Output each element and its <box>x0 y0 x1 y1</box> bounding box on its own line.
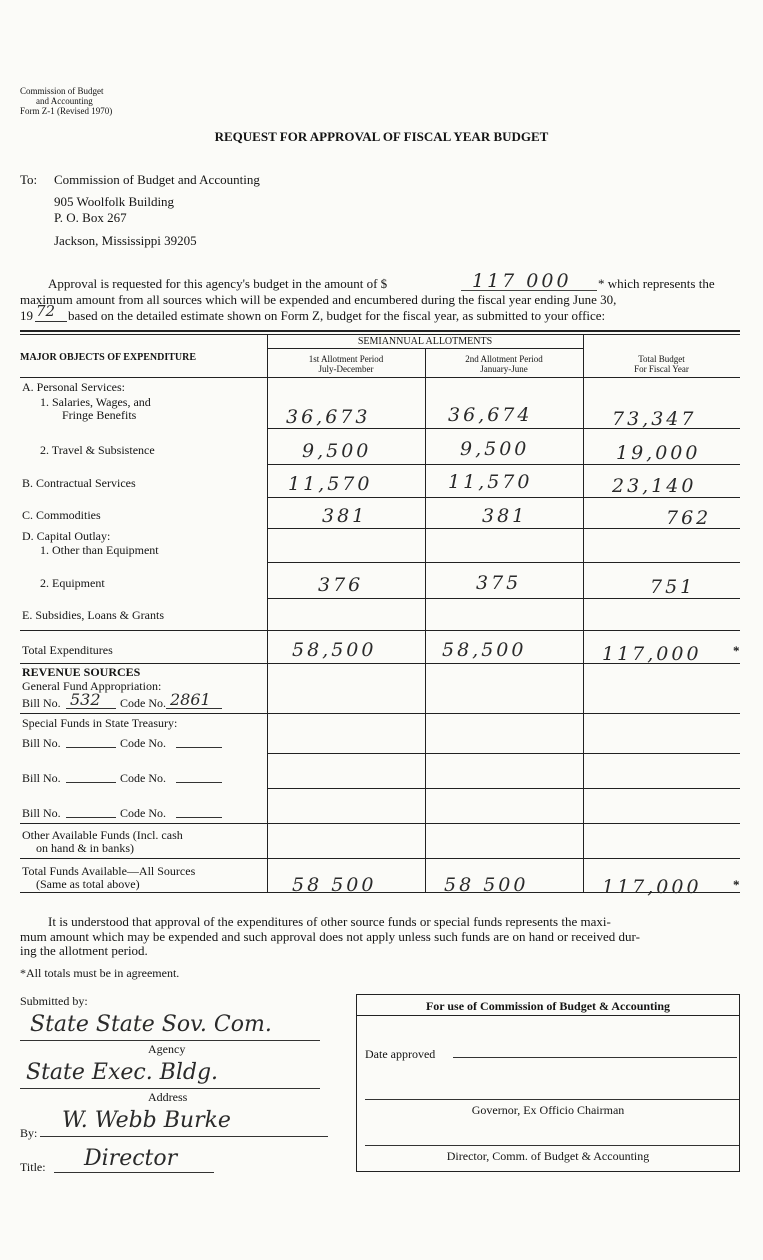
col-objects-header: MAJOR OBJECTS OF EXPENDITURE <box>20 352 197 363</box>
contractual-total: 23,140 <box>612 475 697 497</box>
intro-text-4: based on the detailed estimate shown on Form Z, budget for the fiscal year, as submitted to your office: <box>68 308 606 323</box>
total-funds-total: 117,000 <box>602 876 702 898</box>
total-exp-first-period: 58,500 <box>292 639 377 661</box>
row-total-funds-line2: (Same as total above) <box>36 877 140 891</box>
row-special-funds: Special Funds in State Treasury: <box>22 716 178 730</box>
by-label: By: <box>20 1126 38 1140</box>
row-salaries-line1: 1. Salaries, Wages, and <box>40 395 151 409</box>
intro-text-3: maximum amount from all sources which will be expended and encumbered during the fiscal year ending June 30, <box>20 292 617 307</box>
semiannual-header: SEMIANNUAL ALLOTMENTS <box>357 336 493 347</box>
title-signature: Director <box>84 1146 178 1171</box>
totals-agreement-note: *All totals must be in agreement. <box>20 966 180 980</box>
salaries-second-period: 36,674 <box>448 404 533 426</box>
submitted-by-label: Submitted by: <box>20 994 88 1008</box>
org-name-line1: Commission of Budget <box>20 86 104 96</box>
code-no-label-2: Code No. <box>120 736 166 750</box>
row-total-funds-line1: Total Funds Available—All Sources <box>22 864 196 878</box>
row-other-equipment: 1. Other than Equipment <box>40 543 159 557</box>
commodities-total: 762 <box>666 507 712 529</box>
contractual-second-period: 11,570 <box>448 471 533 493</box>
intro-text-1: Approval is requested for this agency's budget in the amount of $ <box>48 276 388 291</box>
total-exp-asterisk: * <box>733 643 740 658</box>
equipment-first-period: 376 <box>318 574 364 596</box>
row-other-funds-line2: on hand & in banks) <box>36 841 134 855</box>
year-prefix: 19 <box>20 308 33 323</box>
bill-no-label-4: Bill No. <box>22 806 61 820</box>
row-contractual: B. Contractual Services <box>22 476 136 490</box>
org-name-line2: and Accounting <box>36 96 93 106</box>
requested-amount: 117 000 <box>472 270 572 292</box>
by-signature: W. Webb Burke <box>62 1108 231 1133</box>
page-title: REQUEST FOR APPROVAL OF FISCAL YEAR BUDGET <box>214 129 549 144</box>
contractual-first-period: 11,570 <box>288 473 373 495</box>
commodities-first-period: 381 <box>322 505 368 527</box>
row-capital-outlay: D. Capital Outlay: <box>22 529 111 543</box>
col-second-line2: January-June <box>480 364 528 374</box>
row-travel: 2. Travel & Subsistence <box>40 443 155 457</box>
commodities-second-period: 381 <box>482 505 528 527</box>
address-label: Address <box>148 1090 188 1104</box>
row-revenue-sources: REVENUE SOURCES <box>22 665 141 679</box>
bill-no-label-3: Bill No. <box>22 771 61 785</box>
bill-no-label-2: Bill No. <box>22 736 61 750</box>
row-subsidies: E. Subsidies, Loans & Grants <box>22 608 164 622</box>
row-salaries-line2: Fringe Benefits <box>62 408 137 422</box>
bill-no-label: Bill No. <box>22 696 61 710</box>
col-first-line2: July-December <box>318 364 374 374</box>
row-personal-services: A. Personal Services: <box>22 380 125 394</box>
travel-total: 19,000 <box>616 442 701 464</box>
row-equipment: 2. Equipment <box>40 576 105 590</box>
row-other-funds-line1: Other Available Funds (Incl. cash <box>22 828 183 842</box>
code-no-label-3: Code No. <box>120 771 166 785</box>
fiscal-year: 72 <box>36 302 56 320</box>
note-line1: It is understood that approval of the expenditures of other source funds or special funds represents the maxi- <box>48 914 611 929</box>
intro-text-2: * which represents the <box>598 276 715 291</box>
commission-use-box <box>356 994 740 1172</box>
governor-label: Governor, Ex Officio Chairman <box>471 1103 625 1117</box>
total-exp-total: 117,000 <box>602 643 702 665</box>
row-commodities: C. Commodities <box>22 508 101 522</box>
date-approved-label: Date approved <box>365 1047 436 1061</box>
commission-box-heading: For use of Commission of Budget & Accounting <box>425 999 671 1013</box>
col-first-line1: 1st Allotment Period <box>308 354 384 364</box>
form-id: Form Z-1 (Revised 1970) <box>20 106 113 116</box>
col-second-line1: 2nd Allotment Period <box>465 354 543 364</box>
street-address: 905 Woolfolk Building <box>54 194 175 209</box>
total-exp-second-period: 58,500 <box>442 639 527 661</box>
to-label: To: <box>20 172 38 187</box>
director-label: Director, Comm. of Budget & Accounting <box>446 1149 650 1163</box>
total-funds-first-period: 58 500 <box>292 874 377 896</box>
agency-signature: State State Sov. Com. <box>30 1012 272 1037</box>
po-box: P. O. Box 267 <box>54 210 127 225</box>
row-general-fund: General Fund Appropriation: <box>22 679 162 693</box>
recipient-name: Commission of Budget and Accounting <box>54 172 260 187</box>
agency-label: Agency <box>148 1042 186 1056</box>
travel-first-period: 9,500 <box>302 440 372 462</box>
salaries-total: 73,347 <box>612 408 697 430</box>
note-line2: mum amount which may be expended and such approval does not apply unless such funds are on hand or received dur- <box>20 929 640 944</box>
bill-no-value: 532 <box>70 690 101 709</box>
travel-second-period: 9,500 <box>460 438 530 460</box>
row-total-expenditures: Total Expenditures <box>22 643 113 657</box>
code-no-label: Code No. <box>120 696 166 710</box>
city-state-zip: Jackson, Mississippi 39205 <box>54 233 197 248</box>
code-no-value: 2861 <box>170 690 211 709</box>
salaries-first-period: 36,673 <box>286 406 371 428</box>
title-label: Title: <box>20 1160 46 1174</box>
col-total-line1: Total Budget <box>638 354 685 364</box>
equipment-second-period: 375 <box>476 572 522 594</box>
equipment-total: 751 <box>650 576 696 598</box>
col-total-line2: For Fiscal Year <box>634 364 689 374</box>
note-line3: ing the allotment period. <box>20 943 148 958</box>
total-funds-asterisk: * <box>733 877 740 892</box>
address-signature: State Exec. Bldg. <box>26 1060 219 1085</box>
total-funds-second-period: 58 500 <box>444 874 529 896</box>
code-no-label-4: Code No. <box>120 806 166 820</box>
